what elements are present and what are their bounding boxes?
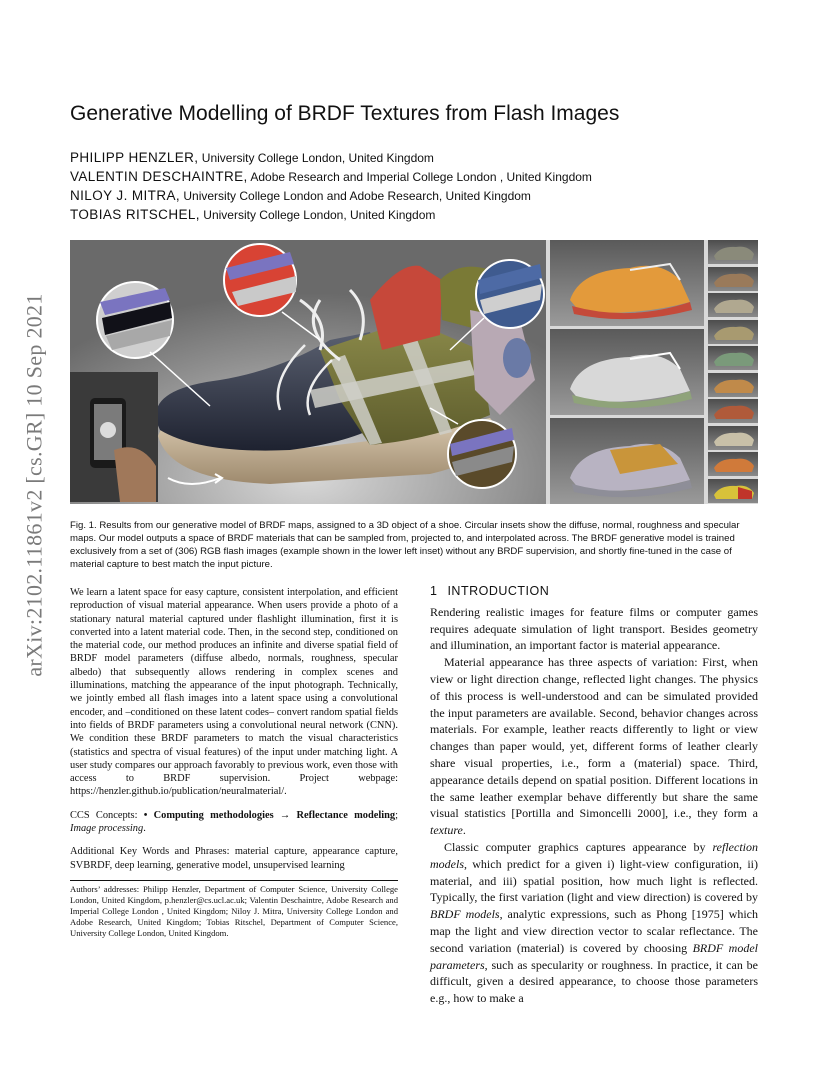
emphasis: reflection models [430, 839, 758, 871]
ccs-item: Computing methodologies [153, 809, 274, 821]
shoe-thumbnail [708, 426, 758, 450]
arxiv-stamp [14, 290, 56, 680]
shoe-thumbnail [708, 479, 758, 503]
left-column [70, 586, 398, 872]
author-list [70, 148, 592, 224]
keywords: Additional Key Words and Phrases: material capture, appearance capture, SVBRDF, deep learning, generative model, unsupervised learning [70, 846, 398, 871]
author-addresses: Authors’ addresses: Philipp Henzler, Department of Computer Science, University College London, United Kingdom, p.henzler@cs.ucl.ac.uk; Valentin Deschaintre, Adobe Research and Imperial College London , United Kingdom; Niloy J. Mitra, University College London and Adobe Research, United Kingdom; Tobias Ritschel, Department of Computer Science, University College London, United Kingdom. [70, 884, 398, 938]
shoe-thumbnail [708, 373, 758, 397]
emphasis: BRDF models [430, 907, 500, 922]
shoe-thumbnail [708, 267, 758, 291]
author-name: VALENTIN DESCHAINTRE, [70, 169, 248, 184]
emphasis: BRDF model parameters [430, 940, 758, 972]
teaser-figure [70, 240, 758, 504]
ccs-separator: ; [395, 809, 398, 821]
shoe-illustration [70, 240, 546, 504]
ccs-item: Reflectance modeling [296, 809, 396, 821]
author-affiliation: Adobe Research and Imperial College London , United Kingdom [247, 170, 592, 184]
author-name: NILOY J. MITRA, [70, 188, 181, 203]
section-number: 1 [430, 584, 438, 598]
shoe-thumbnail [708, 240, 758, 264]
ccs-label: CCS Concepts: [70, 809, 144, 821]
paragraph [430, 654, 758, 839]
author-line [70, 167, 592, 186]
shoe-render [70, 240, 546, 504]
abstract: We learn a latent space for easy capture, consistent interpolation, and efficient reproduction of visual material appearance. When users provide a photo of a stationary natural material captured under flashlight illumination, first it is converted into a latent material code. Then, in the second step, conditioned on the material code, our method produces an infinite and diverse spatial field of BRDF model parameters (diffuse albedo, normals, roughness, specular albedo) that subsequently allows rendering in complex scenes and illuminations, matching the appearance of the input photograph. Technically, we jointly embed all flash images into a latent space using a convolutional encoder, and –conditioned on these latent codes– convert random spatial fields into fields of BRDF parameters using a convolutional neural network (CNN). We condition these BRDF parameters to match the visual characteristics (statistics and spectra of visual features) of the input under matching light. A user study compares our approach favorably to previous work, even those with access to BRDF supervision. Project webpage: https://henzler.github.io/publication/neuralmaterial/. [70, 587, 398, 798]
ccs-item: Image processing [70, 823, 144, 835]
paragraph: Rendering realistic images for feature films or computer games requires adequate simulation of light transport. Besides geometry and illumination, an important factor is material appearance. [430, 604, 758, 653]
shoe-thumbnail [708, 399, 758, 423]
inset-circle [448, 420, 516, 488]
text-run: , such as specularity or roughness. In practice, it can be difficult, given a desired appearance, to choose those parameters e.g., how to make a [430, 957, 758, 1006]
shoe-thumbnail [708, 452, 758, 476]
arxiv-id: arXiv:2102.11861v2 [cs.GR] 10 Sep 2021 [22, 293, 48, 677]
author-affiliation: University College London and Adobe Research, United Kingdom [180, 189, 531, 203]
section-title: INTRODUCTION [447, 584, 550, 598]
footnote-rule [70, 880, 398, 881]
author-affiliation: University College London, United Kingdom [198, 151, 434, 165]
author-affiliation: University College London, United Kingdom [199, 208, 436, 222]
shoe-thumbnail-strip [708, 240, 758, 504]
ccs-bullet: • [143, 809, 154, 821]
paragraph [430, 839, 758, 1007]
text-run: , analytic expressions, such as Phong [1975] which map the light and view direction vector to scalar reflectance. The second variation (material) is covered by choosing [430, 907, 758, 955]
author-line [70, 148, 592, 167]
inset-circle [97, 282, 173, 358]
emphasis: texture [430, 823, 463, 838]
right-column [430, 583, 758, 1007]
text-run: Material appearance has three aspects of variation: First, when view or light direction change, reflected light changes. The physics of this process is well-understood and can be simulated provided the input parameters are available. Second, behavior changes across materials. For example, leather reacts differently to light or view changes than paper would, yet, different forms of leather clearly share visual properties, i.e., form a (material) space. Third, appearance details depend on spatial position. Different locations in the same leather exemplar behave differently but share the same visual statistics [Portilla and Simoncelli 2000], i.e., they form a [430, 655, 758, 821]
author-name: TOBIAS RITSCHEL, [70, 207, 200, 222]
section-heading [430, 583, 758, 600]
shoe-thumbnail [708, 346, 758, 370]
author-name: PHILIPP HENZLER, [70, 150, 199, 165]
inset-circle [476, 260, 544, 328]
ccs-end: . [143, 823, 146, 835]
paper-title: Generative Modelling of BRDF Textures from Flash Images [70, 102, 620, 125]
text-run: Classic computer graphics captures appearance by [444, 839, 713, 854]
shoe-variants [550, 240, 704, 504]
author-line [70, 205, 592, 224]
inset-circle [224, 244, 296, 316]
shoe-variant-orange [550, 240, 704, 326]
ccs-concepts [70, 809, 398, 836]
text-run: . [462, 823, 466, 838]
shoe-thumbnail [708, 320, 758, 344]
ccs-arrow: → [273, 809, 297, 821]
shoe-variant-silver [550, 329, 704, 415]
shoe-thumbnail [708, 293, 758, 317]
text-run: , which predict for a given i) light-view configuration, ii) material, and iii) spatial position, how much light is reflected. Typically, the first variation (light and view direction) is covered by [430, 856, 758, 905]
shoe-variant-gold [550, 418, 704, 504]
figure-caption: Fig. 1. Results from our generative model of BRDF maps, assigned to a 3D object of a shoe. Circular insets show the diffuse, normal, roughness and specular maps. Our model outputs a space of BRDF materials that can be sampled from, projected to, and interpolated across. The BRDF generative model is trained exclusively from a set of (306) RGB flash images (example shown in the lower left inset) without any BRDF supervision, and shortly fine-tuned in the case of material capture to best match the input picture. [70, 520, 740, 570]
flash-photo-inset [70, 372, 158, 502]
author-line [70, 186, 592, 205]
